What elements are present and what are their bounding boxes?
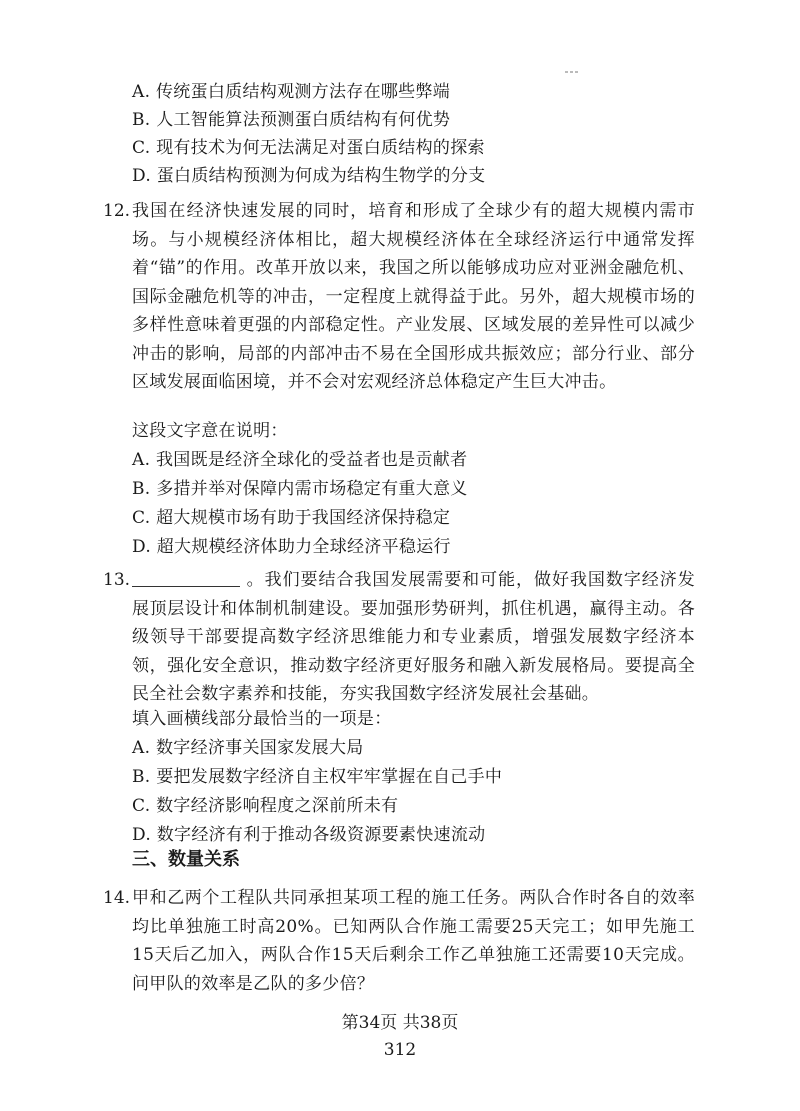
q13-body bbox=[132, 566, 695, 709]
q12-option-b: B. 多措并举对保障内需市场稳定有重大意义 bbox=[132, 479, 468, 499]
q14-number: 14. bbox=[103, 888, 131, 908]
q11-option-a: A. 传统蛋白质结构观测方法存在哪些弊端 bbox=[132, 82, 451, 102]
scan-mark bbox=[565, 58, 587, 60]
page-label: 第34页 共38页 bbox=[341, 1013, 459, 1033]
q14-text: 甲和乙两个工程队共同承担某项工程的施工任务。两队合作时各自的效率均比单独施工时高20%。已知两队合作施工需要25天完工；如甲先施工15天后乙加入，两队合作15天后剩余工作乙单独施工还需要10天完成。问甲队的效率是乙队的多少倍？ bbox=[132, 888, 695, 994]
q12-text: 我国在经济快速发展的同时，培育和形成了全球少有的超大规模内需市场。与小规模经济体相比，超大规模经济体在全球经济运行中通常发挥着“锚”的作用。改革开放以来，我国之所以能够成功应对亚洲金融危机、国际金融危机等的冲击，一定程度上就得益于此。另外，超大规模市场的多样性意味着更强的内部稳定性。产业发展、区域发展的差异性可以减少冲击的影响，局部的内部冲击不易在全国形成共振效应；部分行业、部分区域发展面临困境，并不会对宏观经济总体稳定产生巨大冲击。 bbox=[132, 201, 695, 392]
q12-option-a: A. 我国既是经济全球化的受益者也是贡献者 bbox=[132, 450, 468, 470]
q12-number: 12. bbox=[103, 201, 131, 221]
section-title: 三、数量关系 bbox=[132, 849, 240, 870]
q12-option-d: D. 超大规模经济体助力全球经济平稳运行 bbox=[132, 537, 451, 557]
q13-option-a: A. 数字经济事关国家发展大局 bbox=[132, 738, 364, 758]
q13-number: 13. bbox=[103, 570, 131, 590]
q13-text: 。我们要结合我国发展需要和可能，做好我国数字经济发展顶层设计和体制机制建设。要加强形势研判，抓住机遇，赢得主动。各级领导干部要提高数字经济思维能力和专业素质，增强发展数字经济本领，强化安全意识，推动数字经济更好服务和融入新发展格局。要提高全民全社会数字素养和技能，夯实我国数字经济发展社会基础。 bbox=[132, 570, 695, 704]
q13-option-c: C. 数字经济影响程度之深前所未有 bbox=[132, 796, 399, 816]
q11-option-d: D. 蛋白质结构预测为何成为结构生物学的分支 bbox=[132, 166, 486, 186]
q13-option-d: D. 数字经济有利于推动各级资源要素快速流动 bbox=[132, 825, 486, 845]
answer-blank bbox=[132, 568, 240, 587]
q12-prompt: 这段文字意在说明： bbox=[132, 421, 288, 441]
page-number: 312 bbox=[383, 1040, 417, 1060]
q11-option-b: B. 人工智能算法预测蛋白质结构有何优势 bbox=[132, 110, 451, 130]
q11-option-c: C. 现有技术为何无法满足对蛋白质结构的探索 bbox=[132, 138, 485, 158]
q13-prompt: 填入画横线部分最恰当的一项是： bbox=[132, 709, 392, 729]
q12-option-c: C. 超大规模市场有助于我国经济保持稳定 bbox=[132, 508, 451, 528]
q13-option-b: B. 要把发展数字经济自主权牢牢掌握在自己手中 bbox=[132, 767, 503, 787]
